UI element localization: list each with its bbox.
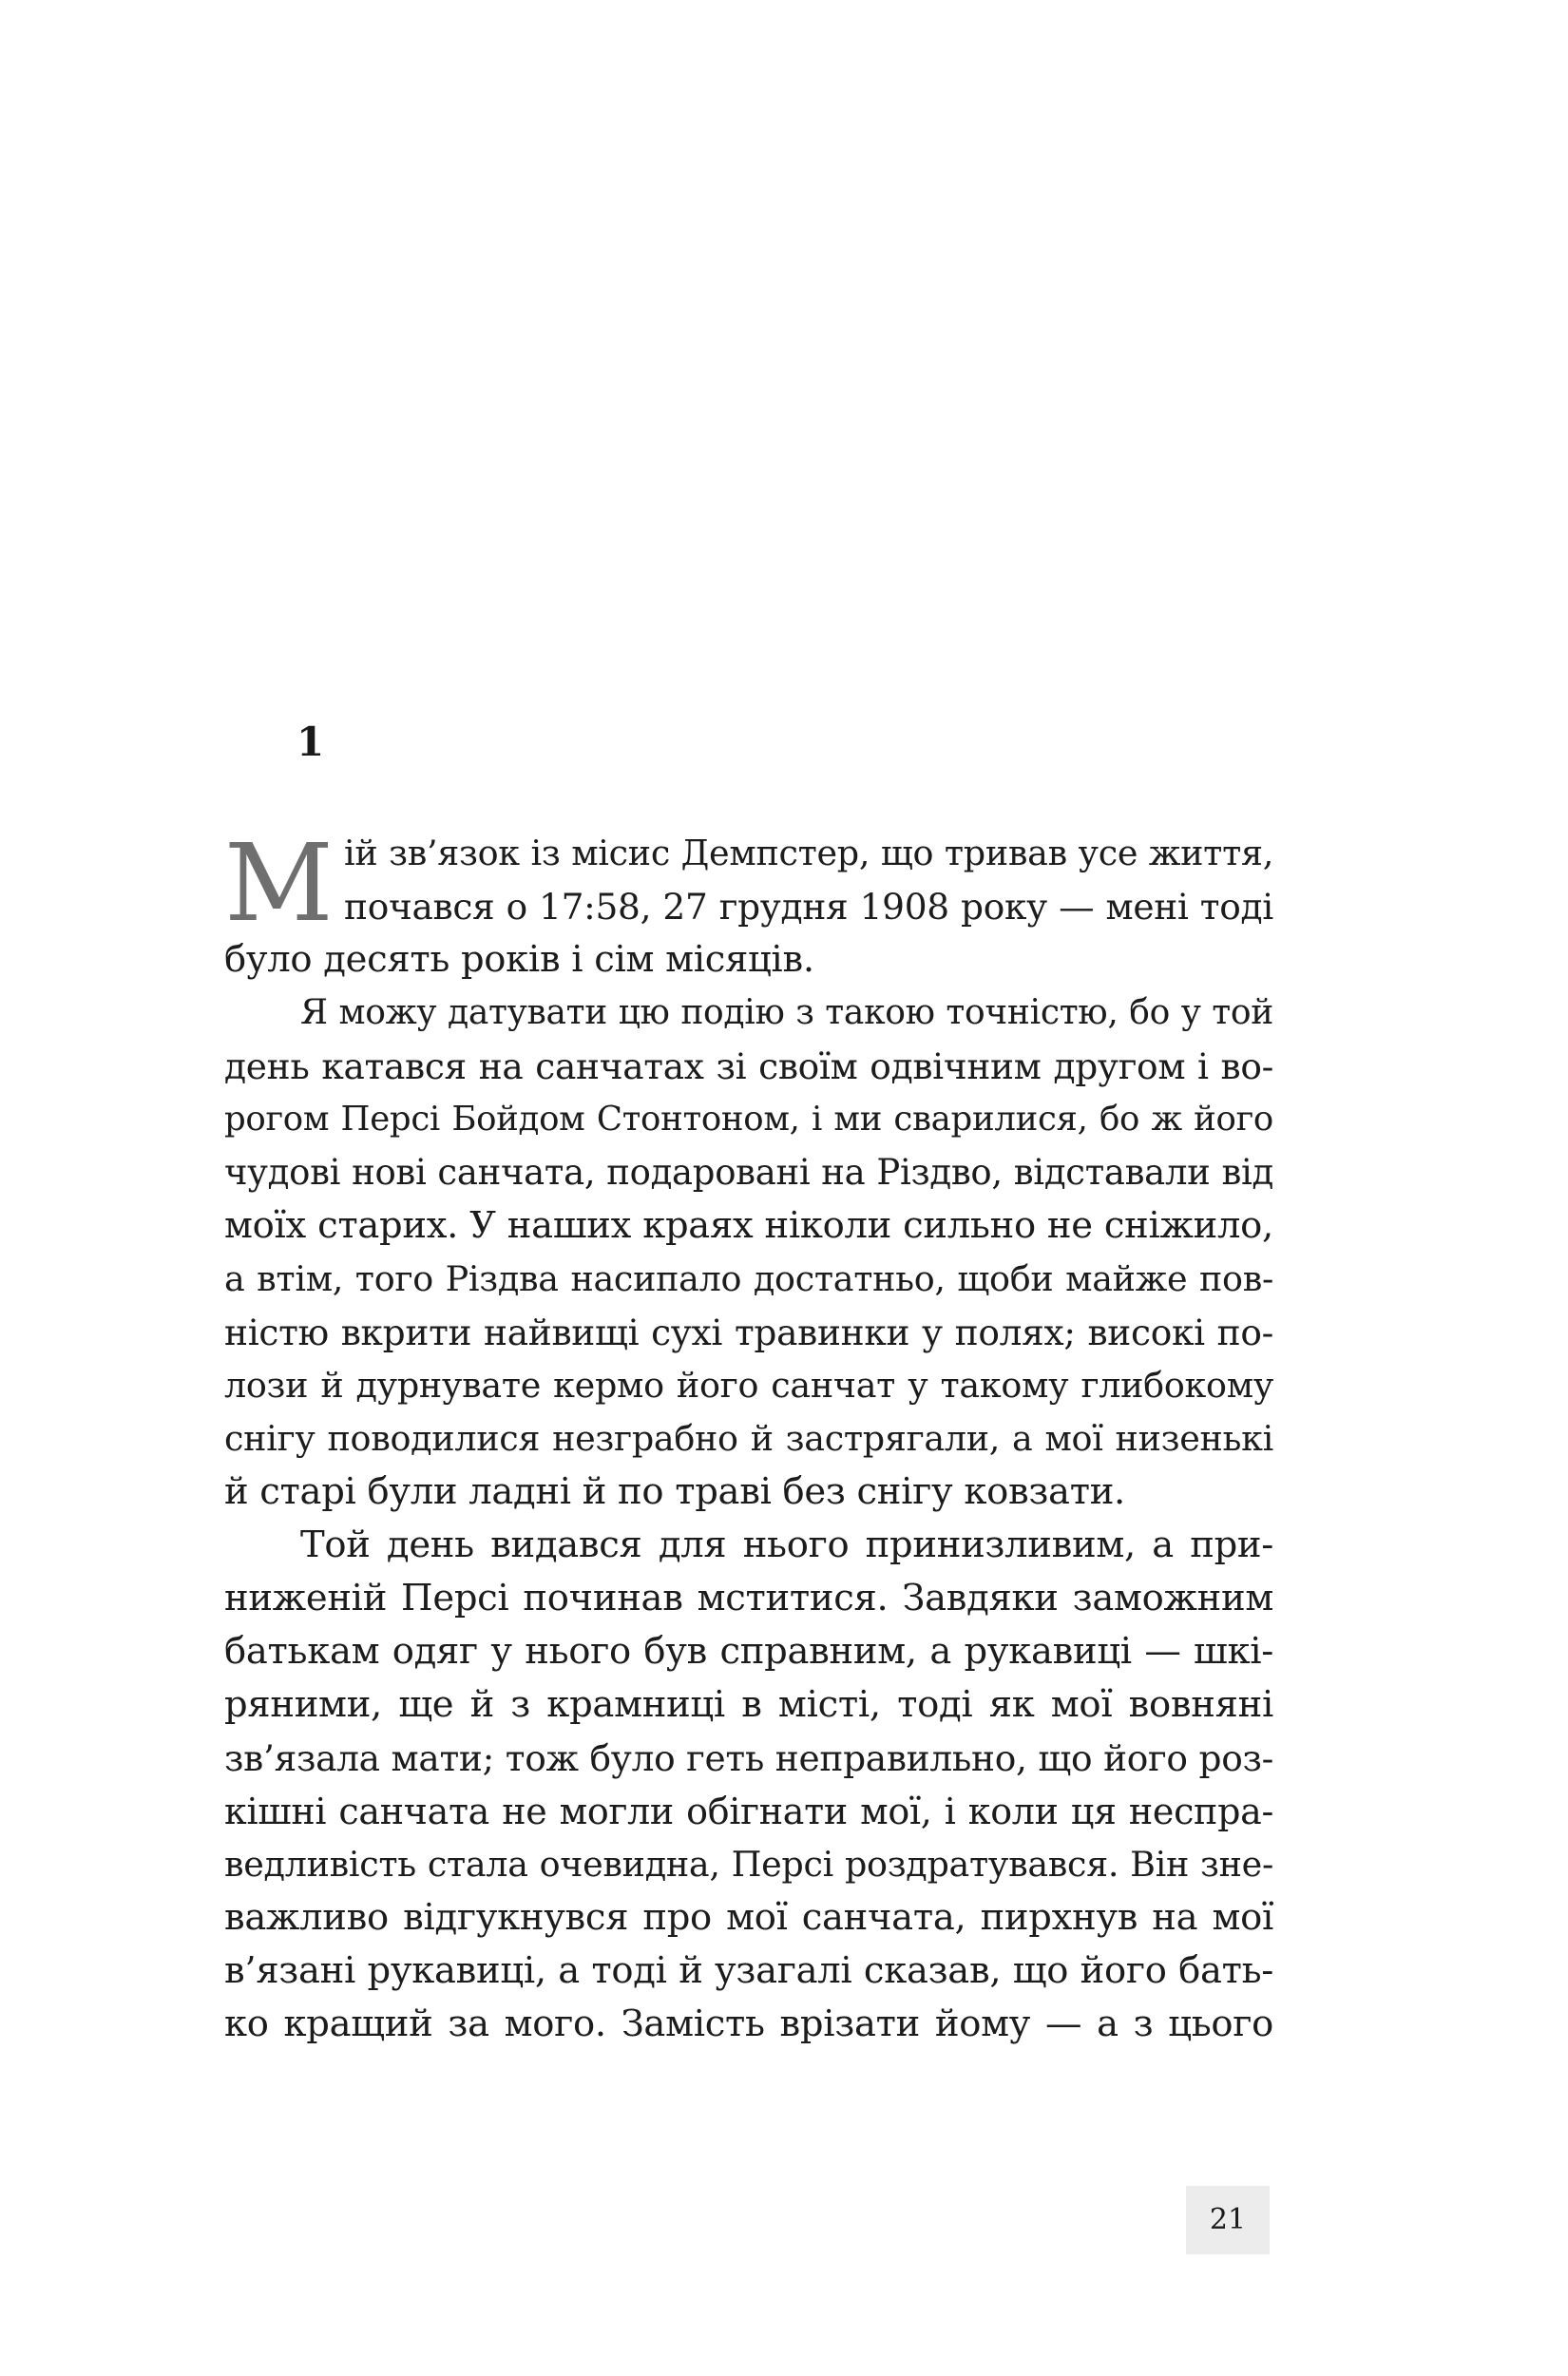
text-line: ко кращий за мого. Замість врізати йому — а з цього: [224, 2002, 1273, 2045]
text-line: день катався на санчатах зі своїм одвічним другом і во-: [224, 1045, 1273, 1087]
text-line: а втім, того Різдва насипало достатньо, щоби майже пов-: [224, 1258, 1273, 1299]
text-line: Я можу датувати цю подію з такою точністю, бо у той: [300, 993, 1273, 1032]
text-line: й старі були ладні й по траві без снігу ковзати.: [224, 1470, 1125, 1513]
text-line: було десять років і сім місяців.: [224, 938, 814, 981]
text-line: ій зв’язок із місис Демпстер, що тривав усе життя,: [344, 833, 1273, 873]
text-line: ряними, ще й з крамниці в місті, тоді як мої вовняні: [224, 1683, 1273, 1726]
text-line: кішні санчата не могли обігнати мої, і коли ця неспра-: [224, 1791, 1273, 1832]
text-line: Той день видався для нього принизливим, а при-: [300, 1523, 1273, 1566]
page-number: 21: [1186, 2186, 1270, 2254]
text-line: рогом Персі Бойдом Стонтоном, і ми сварилися, бо ж його: [224, 1100, 1273, 1139]
text-line: батькам одяг у нього був справним, а рукавиці — шкі-: [224, 1630, 1273, 1673]
text-line: важливо відгукнувся про мої санчата, пирхнув на мої: [224, 1896, 1273, 1939]
drop-cap: М: [224, 822, 334, 946]
text-line: чудові нові санчата, подаровані на Різдво, відставали від: [224, 1152, 1273, 1193]
text-line: зв’язала мати; тож було геть неправильно, що його роз-: [224, 1737, 1273, 1779]
text-line: моїх старих. У наших краях ніколи сильно не сніжило,: [224, 1204, 1273, 1247]
text-line: в’язані рукавиці, а тоді й узагалі сказав, що його бать-: [224, 1949, 1273, 1992]
chapter-number: 1: [296, 719, 325, 765]
text-line: ниженій Персі починав мститися. Завдяки заможним: [224, 1577, 1273, 1619]
text-line: почався о 17:58, 27 грудня 1908 року — мені тоді: [344, 886, 1273, 928]
text-line: лози й дурнувате кермо його санчат у такому глибокому: [224, 1365, 1273, 1406]
text-line: снігу поводилися незграбно й застрягали, а мої низенькі: [224, 1418, 1273, 1459]
text-line: ведливість стала очевидна, Персі роздратувався. Він зне-: [224, 1844, 1273, 1885]
text-line: ністю вкрити найвищі сухі травинки у полях; високі по-: [224, 1312, 1273, 1353]
